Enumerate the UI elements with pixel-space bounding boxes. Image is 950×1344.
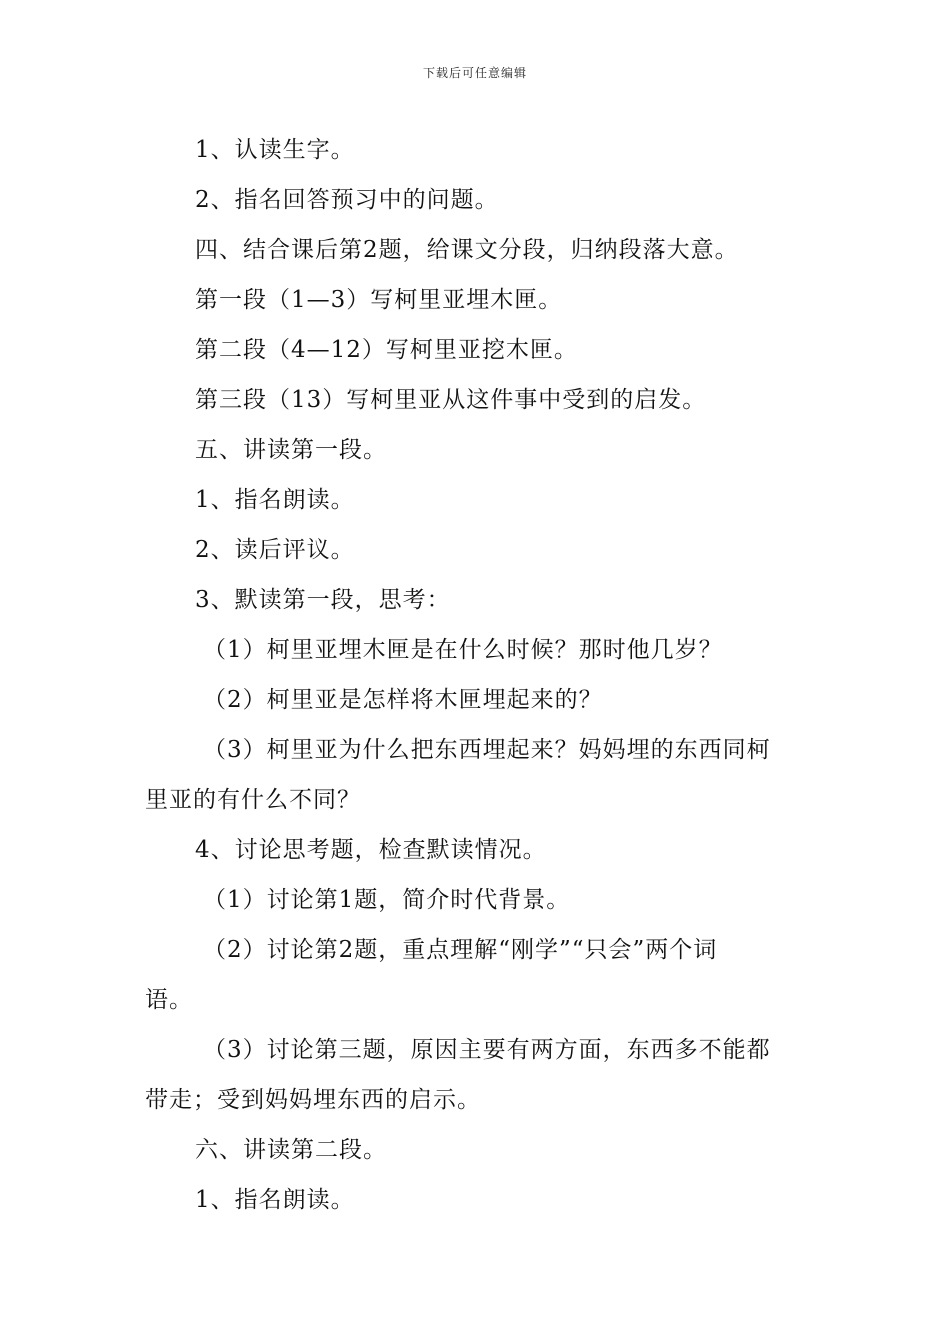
text-line: 2、指名回答预习中的问题。: [195, 187, 499, 213]
text-line: （1）讨论第1题，简介时代背景。: [203, 887, 571, 913]
text-line: 3、默读第一段，思考：: [195, 587, 451, 613]
text-line: 第一段（1—3）写柯里亚埋木匣。: [195, 287, 563, 313]
text-line: 里亚的有什么不同？: [145, 787, 361, 813]
text-line: （2）讨论第2题，重点理解“刚学”“只会”两个词: [203, 937, 718, 963]
text-line: 第二段（4—12）写柯里亚挖木匣。: [195, 337, 578, 363]
text-line: （2）柯里亚是怎样将木匣埋起来的？: [203, 687, 603, 713]
text-line: 六、讲读第二段。: [195, 1137, 387, 1163]
page-header: 下载后可任意编辑: [422, 66, 527, 80]
text-line: （1）柯里亚埋木匣是在什么时候？那时他几岁？: [203, 637, 723, 663]
text-line: 1、认读生字。: [195, 137, 355, 163]
text-line: 1、指名朗读。: [195, 487, 355, 513]
text-line: （3）柯里亚为什么把东西埋起来？妈妈埋的东西同柯: [203, 737, 771, 763]
text-line: 带走；受到妈妈埋东西的启示。: [145, 1087, 481, 1113]
text-line: 1、指名朗读。: [195, 1187, 355, 1213]
text-line: 第三段（13）写柯里亚从这件事中受到的启发。: [195, 387, 707, 413]
text-line: （3）讨论第三题，原因主要有两方面，东西多不能都: [203, 1037, 771, 1063]
text-line: 4、讨论思考题，检查默读情况。: [195, 837, 547, 863]
text-line: 2、读后评议。: [195, 537, 355, 563]
text-line: 语。: [145, 987, 193, 1013]
text-line: 五、讲读第一段。: [195, 437, 387, 463]
text-line: 四、结合课后第2题，给课文分段，归纳段落大意。: [195, 237, 739, 263]
